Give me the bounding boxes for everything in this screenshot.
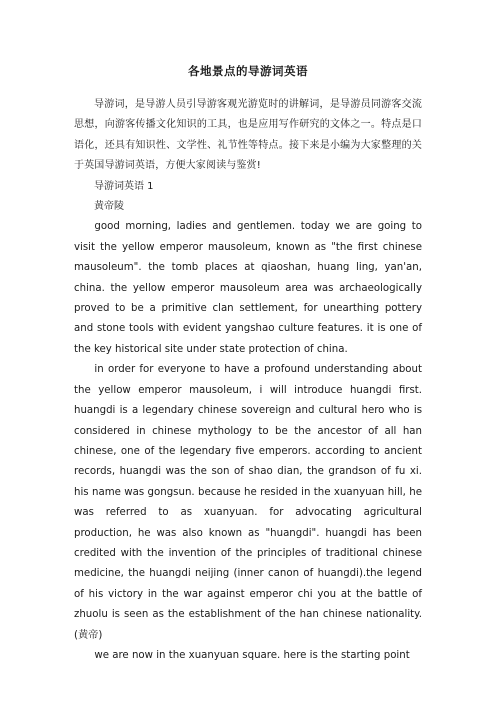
body-paragraph-3: we are now in the xuanyuan square. here is the starting point	[94, 649, 410, 661]
body-paragraph-2: in order for everyone to have a profound understanding about the yellow emperor mausoleum, i will introduce huangdi first. huangdi is a legendary chinese sovereign and cultural hero who is considered in chinese mythology to be the ancestor of all han chinese, one of the legendary five emperors. according to ancient records, huangdi was the son of shao dian, the grandson of fu xi. his name was gongsun. because he resided in the xuanyuan hill, he was referred to as xuanyuan. for advocating agricultural production, he was also known as "huangdi". huangdi has been credited with the invention of the principles of traditional chinese medicine, the huangdi neijing (inner canon of huangdi).the legend of his victory in the war against emperor chi you at the battle of zhuolu is seen as the establishment of the han chinese nationality. (黄帝)	[74, 364, 422, 641]
section-heading: 导游词英语 1	[94, 180, 154, 192]
section-subheading: 黄帝陵	[94, 201, 124, 213]
intro-paragraph: 导游词，是导游人员引导游客观光游览时的讲解词，是导游员同游客交流思想，向游客传播文化知识的工具，也是应用写作研究的文体之一。特点是口语化，还具有知识性、文学性、礼节性等特点。接下来是小编为大家整理的关于英国导游词英语，方便大家阅读与鉴赏!	[74, 99, 422, 172]
body-paragraph-1: good morning, ladies and gentlemen. today we are going to visit the yellow emperor mausoleum, known as "the first chinese mausoleum". the tomb places at qiaoshan, huang ling, yan'an, china. the yellow emperor mausoleum area was archaeologically proved to be a primitive clan settlement, for unearthing pottery and stone tools with evident yangshao culture features. it is one of the key historical site under state protection of china.	[74, 221, 422, 355]
document-title: 各地景点的导游词英语	[188, 64, 308, 78]
